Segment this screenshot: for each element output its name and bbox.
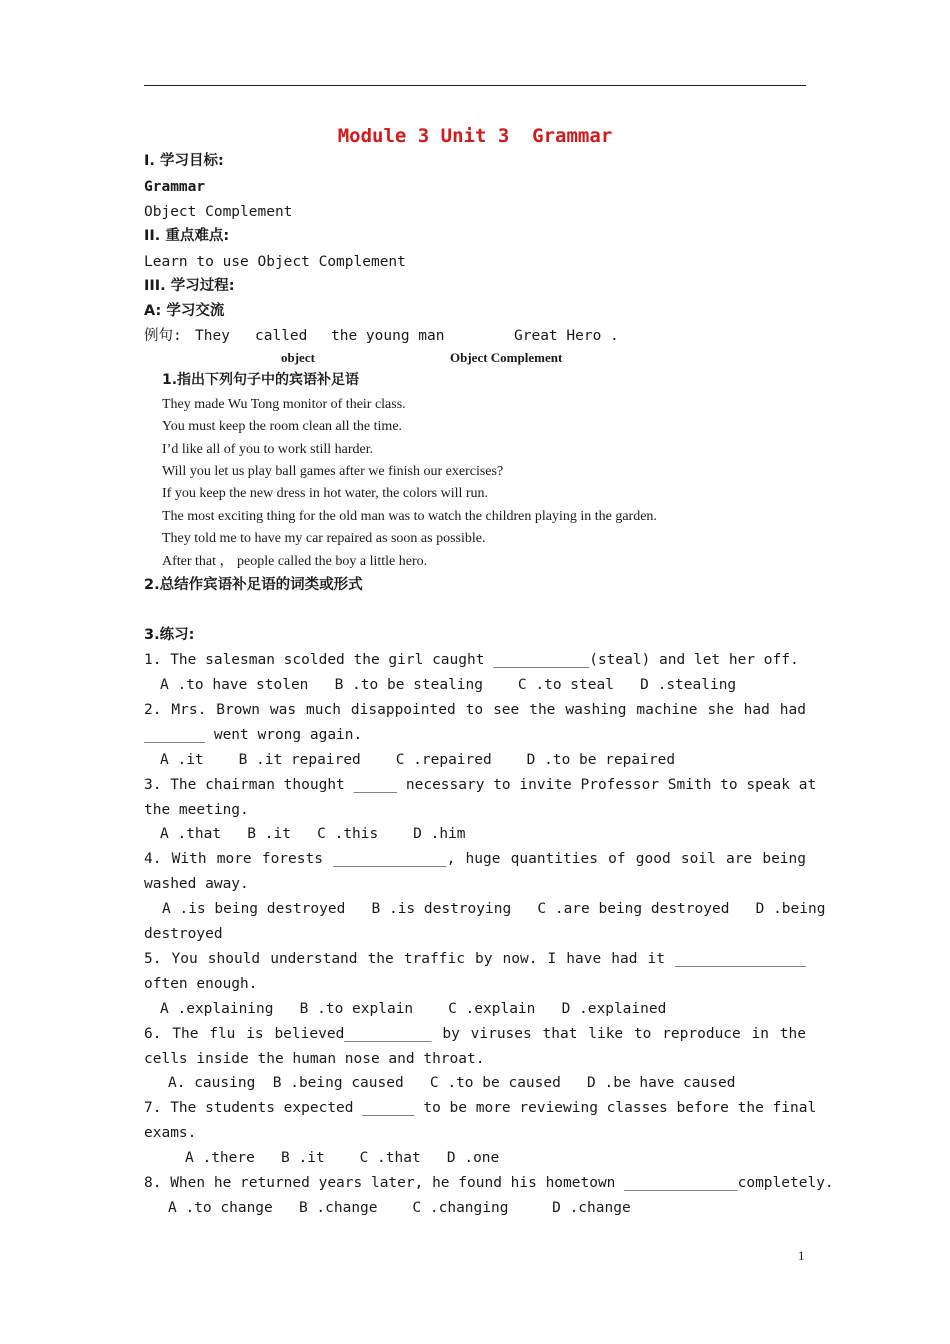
header-rule <box>144 85 806 86</box>
section-2-heading: II. 重点难点: <box>144 228 230 244</box>
section-3-heading: III. 学习过程: <box>144 278 235 294</box>
question-4-stem: 4. With more forests _____________, huge quantities of good soil are being <box>144 851 806 867</box>
question-7-options: A .there B .it C .that D .one <box>185 1150 500 1166</box>
question-3-stem: 3. The chairman thought _____ necessary to invite Professor Smith to speak at <box>144 777 817 793</box>
example-label: 例句: <box>144 328 191 344</box>
section-1-heading: I. 学习目标: <box>144 153 224 169</box>
question-4-stem-cont: washed away. <box>144 876 249 892</box>
question-2-stem: 2. Mrs. Brown was much disappointed to see the washing machine she had had <box>144 702 806 718</box>
question-4-options: A .is being destroyed B .is destroying C .are being destroyed D .being <box>162 901 826 917</box>
question-6-options: A. causing B .being caused C .to be caused D .be have caused <box>168 1075 736 1091</box>
example-word-object: the young man <box>331 328 445 344</box>
example-word-complement: Great Hero . <box>514 328 619 344</box>
question-5-stem-cont: often enough. <box>144 976 258 992</box>
question-1-stem: 1. The salesman scolded the girl caught ___________(steal) and let her off. <box>144 652 799 668</box>
question-8-options: A .to change B .change C .changing D .change <box>168 1200 631 1216</box>
question-4-options-cont: destroyed <box>144 926 223 942</box>
task-1-sentence: The most exciting thing for the old man was to watch the children playing in the garden. <box>162 509 657 524</box>
question-8-stem: 8. When he returned years later, he found his hometown _____________completely. <box>144 1175 834 1191</box>
question-6-stem: 6. The flu is believed__________ by viruses that like to reproduce in the <box>144 1026 806 1042</box>
section-1-line-1: Grammar <box>144 179 206 195</box>
question-7-stem-cont: exams. <box>144 1125 197 1141</box>
question-3-stem-cont: the meeting. <box>144 802 249 818</box>
task-1-heading: 1.指出下列句子中的宾语补足语 <box>162 372 360 388</box>
task-1-sentence: I’d like all of you to work still harder. <box>162 442 374 457</box>
question-2-options: A .it B .it repaired C .repaired D .to be repaired <box>160 752 676 768</box>
page-title: Module 3 Unit 3 Grammar <box>337 125 613 147</box>
question-7-stem: 7. The students expected ______ to be more reviewing classes before the final <box>144 1100 817 1116</box>
section-2-line-1: Learn to use Object Complement <box>144 254 406 270</box>
task-2-heading: 2.总结作宾语补足语的词类或形式 <box>144 577 363 593</box>
task-1-sentence: They made Wu Tong monitor of their class. <box>162 397 406 412</box>
question-2-stem-cont: _______ went wrong again. <box>144 727 363 743</box>
task-1-sentence: You must keep the room clean all the time. <box>162 419 403 434</box>
section-1-line-2: Object Complement <box>144 204 293 220</box>
section-3-sub: A: 学习交流 <box>144 303 225 319</box>
question-5-stem: 5. You should understand the traffic by now. I have had it _______________ <box>144 951 806 967</box>
example-tag-complement: Object Complement <box>450 350 563 365</box>
example-tag-object: object <box>281 350 315 365</box>
example-word-they: They <box>195 328 230 344</box>
question-5-options: A .explaining B .to explain C .explain D .explained <box>160 1001 667 1017</box>
page-number: 1 <box>798 1248 805 1263</box>
task-1-sentence: They told me to have my car repaired as soon as possible. <box>162 531 486 546</box>
task-1-sentence: After that ， people called the boy a little hero. <box>162 554 428 569</box>
task-3-heading: 3.练习: <box>144 627 195 643</box>
question-1-options: A .to have stolen B .to be stealing C .to steal D .stealing <box>160 677 737 693</box>
task-1-sentence: If you keep the new dress in hot water, the colors will run. <box>162 486 489 501</box>
example-word-called: called <box>255 328 308 344</box>
question-6-stem-cont: cells inside the human nose and throat. <box>144 1051 485 1067</box>
task-1-sentence: Will you let us play ball games after we finish our exercises? <box>162 464 504 479</box>
question-3-options: A .that B .it C .this D .him <box>160 826 466 842</box>
